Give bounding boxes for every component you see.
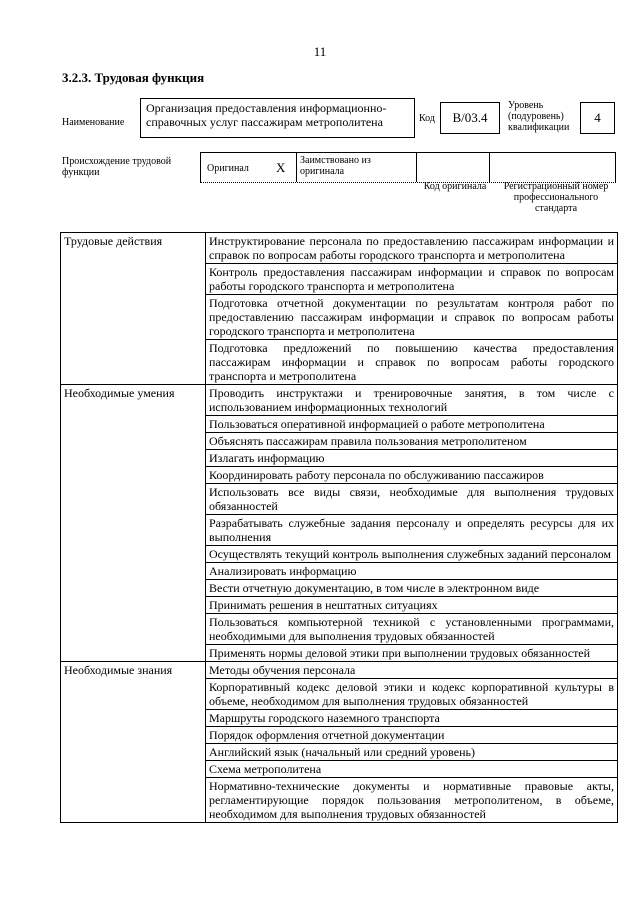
list-item: Нормативно-технические документы и нормативные правовые акты, регламентирующие порядок пользования метрополитеном, в объеме, необходимом для выполнения трудовых обязанностей — [206, 778, 618, 823]
code-value: B/03.4 — [452, 110, 488, 125]
name-label: Наименование — [62, 117, 125, 128]
page-number: 11 — [313, 44, 327, 59]
list-item: Координировать работу персонала по обслуживанию пассажиров — [206, 467, 618, 484]
level-value: 4 — [594, 110, 601, 125]
list-item: Маршруты городского наземного транспорта — [206, 710, 618, 727]
list-item: Использовать все виды связи, необходимые для выполнения трудовых обязанностей — [206, 484, 618, 515]
level-label: Уровень (подуровень) квалификации — [508, 100, 570, 133]
function-details-body — [61, 233, 618, 823]
borrowed-label: Заимствовано из оригинала — [300, 155, 371, 177]
list-item: Корпоративный кодекс деловой этики и кодекс корпоративной культуры в объеме, необходимом для выполнения трудовых обязанностей — [206, 679, 618, 710]
origin-code-cell — [417, 152, 490, 182]
list-item: Вести отчетную документацию, в том числе в электронном виде — [206, 580, 618, 597]
section-title: 3.2.3. Трудовая функция — [62, 70, 205, 85]
original-label: Оригинал — [207, 163, 249, 174]
origin-label: Происхождение трудовой функции — [62, 156, 172, 178]
list-item: Применять нормы деловой этики при выполнении трудовых обязанностей — [206, 645, 618, 662]
origin-table — [200, 152, 616, 184]
section-title-cell: Трудовые действия — [61, 233, 206, 385]
function-name: Организация предоставления информационно-справочных услуг пассажирам метрополитена — [146, 101, 387, 129]
list-item: Проводить инструктажи и тренировочные занятия, в том числе с использованием информационных технологий — [206, 385, 618, 416]
function-name-box — [140, 98, 415, 138]
origin-original-cell — [200, 152, 297, 182]
function-details-table — [60, 232, 618, 823]
code-box — [440, 102, 500, 134]
section-title-cell: Необходимые знания — [61, 662, 206, 823]
code-label: Код — [419, 113, 435, 124]
table-row — [61, 662, 618, 679]
list-item: Инструктирование персонала по предоставлению пассажирам информации и справок по вопросам работы городского транспорта и метрополитена — [206, 233, 618, 264]
list-item: Пользоваться компьютерной техникой с установленными программами, необходимыми для выполнения трудовых обязанностей — [206, 614, 618, 645]
list-item: Порядок оформления отчетной документации — [206, 727, 618, 744]
list-item: Пользоваться оперативной информацией о работе метрополитена — [206, 416, 618, 433]
section-title-cell: Необходимые умения — [61, 385, 206, 662]
list-item: Английский язык (начальный или средний уровень) — [206, 744, 618, 761]
table-row — [61, 385, 618, 416]
level-box — [580, 102, 615, 134]
list-item: Излагать информацию — [206, 450, 618, 467]
list-item: Осуществлять текущий контроль выполнения служебных заданий персоналом — [206, 546, 618, 563]
table-row — [61, 233, 618, 264]
origin-borrowed-cell — [297, 152, 417, 182]
list-item: Контроль предоставления пассажирам информации и справок по вопросам работы городского транспорта и метрополитена — [206, 264, 618, 295]
code-caption: Код оригинала — [423, 181, 487, 192]
list-item: Объяснять пассажирам правила пользования метрополитеном — [206, 433, 618, 450]
list-item: Схема метрополитена — [206, 761, 618, 778]
reg-caption: Регистрационный номер профессионального стандарта — [503, 181, 609, 214]
list-item: Разрабатывать служебные задания персоналу и определять ресурсы для их выполнения — [206, 515, 618, 546]
list-item: Анализировать информацию — [206, 563, 618, 580]
list-item: Подготовка предложений по повышению качества предоставления пассажирам информации и справок по вопросам работы городского транспорта и метрополитена — [206, 340, 618, 385]
origin-reg-cell — [490, 152, 616, 182]
list-item: Методы обучения персонала — [206, 662, 618, 679]
list-item: Принимать решения в нештатных ситуациях — [206, 597, 618, 614]
list-item: Подготовка отчетной документации по результатам контроля работ по предоставлению пассажирам информации и справок по вопросам работы городского транспорта и метрополитена — [206, 295, 618, 340]
original-mark: X — [276, 160, 286, 175]
